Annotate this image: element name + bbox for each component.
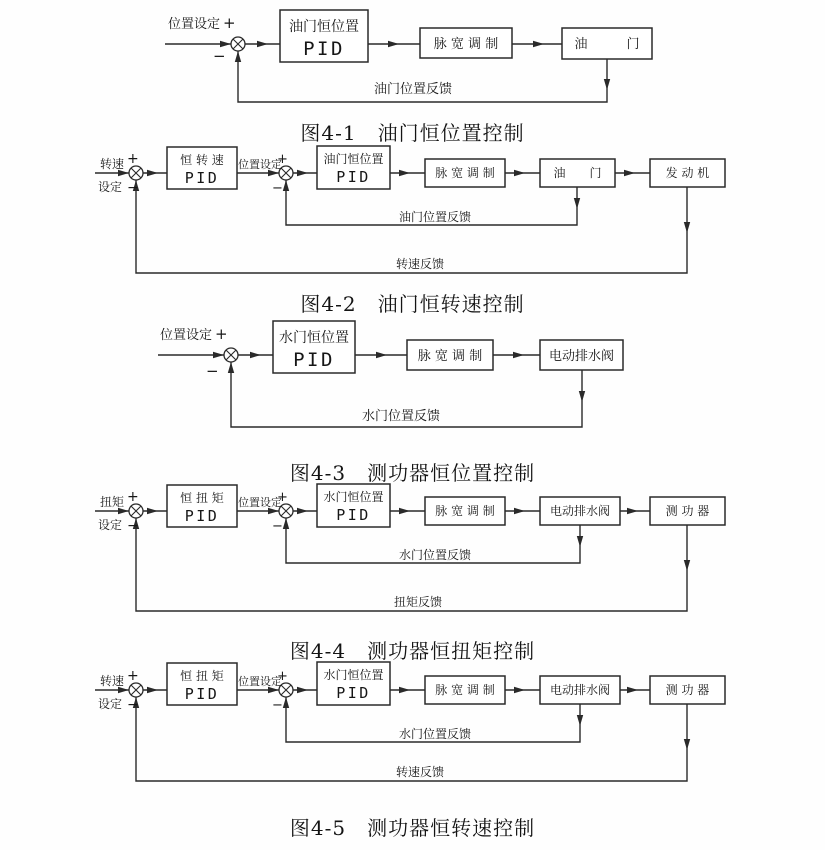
flow-arrowhead <box>627 687 638 693</box>
dynamometer-constant-position-control-diagram <box>158 321 623 427</box>
process-box-label: 脉 宽 调 制 <box>435 504 495 518</box>
process-box-label: 测 功 器 <box>665 504 710 518</box>
flow-arrowhead <box>577 715 583 726</box>
flow-arrowhead <box>684 222 690 233</box>
signal-label: 设定 <box>98 518 123 532</box>
dynamometer-constant-torque-control-diagram <box>95 484 725 611</box>
signal-label: 扭矩反馈 <box>393 595 443 609</box>
figure-caption: 图4-3 测功器恒位置控制 <box>289 461 536 485</box>
signal-label: 设定 <box>98 697 123 711</box>
figure-caption: 图4-5 测功器恒转速控制 <box>289 816 536 840</box>
process-box-label: 油门恒位置 <box>289 19 359 35</box>
process-box-label: 油 门 <box>574 37 640 52</box>
signal-label: − <box>213 47 226 65</box>
signal-label: + <box>127 151 139 167</box>
flow-arrowhead <box>533 41 544 47</box>
flow-arrowhead <box>577 536 583 547</box>
flow-arrowhead <box>228 362 234 373</box>
process-box-label: 恒 扭 矩 <box>180 491 224 505</box>
signal-label: − <box>272 181 283 196</box>
process-box-label: 测 功 器 <box>665 683 710 697</box>
flow-arrowhead <box>388 41 399 47</box>
summing-junction <box>224 348 238 362</box>
signal-label: 转速 <box>100 157 125 171</box>
flow-arrowhead <box>399 170 410 176</box>
flow-arrowhead <box>235 51 241 62</box>
figure-caption: 图4-2 油门恒转速控制 <box>300 292 525 316</box>
process-box-label: 脉 宽 调 制 <box>417 349 483 364</box>
flow-arrowhead <box>624 170 635 176</box>
process-box-label: 发 动 机 <box>665 166 710 180</box>
signal-label: − <box>127 518 139 534</box>
process-box-label: PID <box>293 349 335 371</box>
process-box-label: PID <box>336 506 371 524</box>
figure-caption: 图4-1 油门恒位置控制 <box>300 121 525 145</box>
signal-label: + <box>223 14 236 32</box>
signal-label: 扭矩 <box>100 495 125 509</box>
flow-arrowhead <box>514 170 525 176</box>
flow-arrowhead <box>147 687 158 693</box>
process-box-label: 水门恒位置 <box>323 490 384 504</box>
flow-arrowhead <box>147 508 158 514</box>
process-box-label: PID <box>184 169 220 187</box>
signal-label: − <box>127 697 139 713</box>
signal-label: + <box>215 325 228 343</box>
flow-arrowhead <box>283 180 289 191</box>
signal-label: 位置设定 <box>238 675 282 688</box>
process-box-label: 电动排水阀 <box>548 349 615 364</box>
signal-label: 转速 <box>100 674 125 688</box>
flow-arrowhead <box>627 508 638 514</box>
flow-arrowhead <box>574 198 580 209</box>
flow-arrowhead <box>297 170 308 176</box>
flow-arrowhead <box>684 739 690 750</box>
flow-arrowhead <box>604 79 610 90</box>
flow-arrowhead <box>376 352 387 358</box>
signal-label: + <box>277 669 288 684</box>
flow-arrowhead <box>514 687 525 693</box>
summing-junction <box>129 504 143 518</box>
process-box-label: 恒 扭 矩 <box>180 669 224 683</box>
flow-arrowhead <box>213 352 224 358</box>
signal-label: 转速反馈 <box>395 257 445 271</box>
process-box-label: 脉 宽 调 制 <box>435 683 495 697</box>
signal-label: 油门位置反馈 <box>373 82 453 97</box>
signal-label: + <box>277 490 288 505</box>
signal-label: − <box>272 698 283 713</box>
flow-arrowhead <box>399 687 410 693</box>
process-box-label: 恒 转 速 <box>180 153 224 167</box>
signal-label: 位置设定 <box>168 17 221 32</box>
summing-junction <box>129 166 143 180</box>
process-box-label: 电动排水阀 <box>549 504 611 518</box>
process-box-label: 水门恒位置 <box>323 668 384 682</box>
signal-label: 水门位置反馈 <box>361 409 441 424</box>
signal-label: 转速反馈 <box>395 765 445 779</box>
process-box-label: 水门恒位置 <box>279 330 349 346</box>
summing-junction <box>231 37 245 51</box>
signal-label: 位置设定 <box>238 158 282 171</box>
flow-arrowhead <box>684 560 690 571</box>
signal-label: 油门位置反馈 <box>398 210 472 224</box>
signal-label: + <box>277 152 288 167</box>
signal-label: − <box>272 519 283 534</box>
dynamometer-constant-speed-control-diagram <box>95 662 725 781</box>
signal-label: 设定 <box>98 180 123 194</box>
throttle-constant-speed-control-diagram <box>95 146 725 273</box>
flow-arrowhead <box>297 508 308 514</box>
process-box-label: PID <box>336 684 371 702</box>
figure-caption: 图4-4 测功器恒扭矩控制 <box>289 639 536 663</box>
process-box-label: PID <box>184 685 220 703</box>
throttle-constant-position-control-diagram <box>165 10 652 102</box>
process-box-label: 脉 宽 调 制 <box>435 166 495 180</box>
process-box-label: 电动排水阀 <box>549 683 611 697</box>
signal-label: 水门位置反馈 <box>398 727 472 741</box>
process-box-label: 脉 宽 调 制 <box>433 37 499 52</box>
signal-label: 水门位置反馈 <box>398 548 472 562</box>
flow-arrowhead <box>257 41 268 47</box>
flow-arrowhead <box>513 352 524 358</box>
flow-arrowhead <box>514 508 525 514</box>
flow-arrowhead <box>147 170 158 176</box>
signal-label: + <box>127 668 139 684</box>
flow-arrowhead <box>250 352 261 358</box>
flow-arrowhead <box>283 697 289 708</box>
summing-junction <box>129 683 143 697</box>
signal-label: − <box>127 180 139 196</box>
process-box-label: PID <box>336 168 371 186</box>
flow-arrowhead <box>297 687 308 693</box>
flow-arrowhead <box>579 391 585 402</box>
process-box-label: PID <box>184 507 220 525</box>
signal-label: 位置设定 <box>160 328 213 343</box>
signal-label: − <box>206 362 219 380</box>
process-box-label: 油门恒位置 <box>323 152 384 166</box>
signal-label: 位置设定 <box>238 496 282 509</box>
flow-arrowhead <box>399 508 410 514</box>
process-box-label: PID <box>303 38 345 60</box>
process-box-label: 油 门 <box>553 166 602 180</box>
signal-label: + <box>127 489 139 505</box>
flow-arrowhead <box>283 518 289 529</box>
